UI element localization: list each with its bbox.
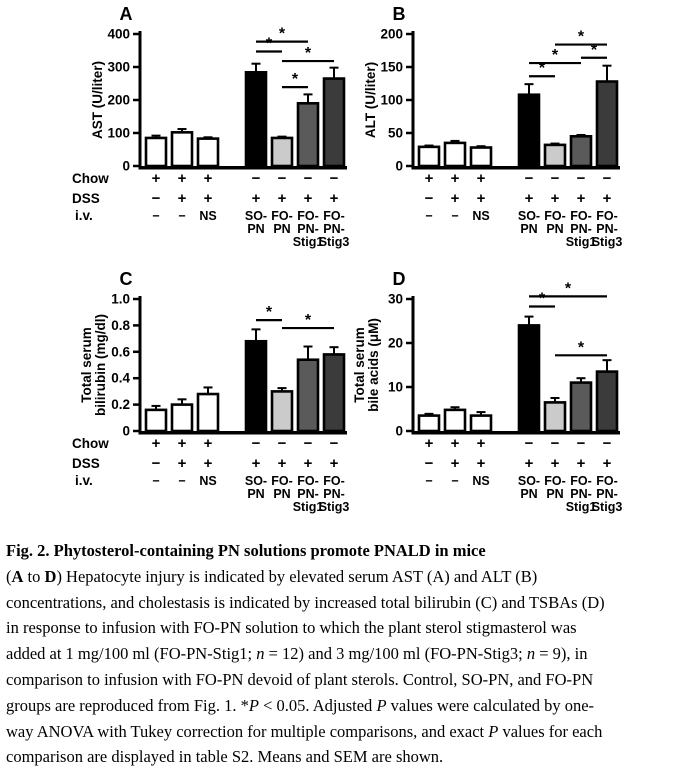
caption-title: Fig. 2. Phytosterol-containing PN solutions promote PNALD in mice [6, 541, 486, 560]
caption-line: comparison are displayed in table S2. Means and SEM are shown. [6, 747, 444, 767]
sig-star: * [551, 47, 559, 65]
bar [172, 132, 192, 166]
y-tick-label: 50 [387, 125, 403, 141]
y-tick-label: 0.8 [111, 317, 130, 333]
group-label: FO- [271, 474, 293, 488]
treatment-symbol: + [450, 435, 460, 452]
treatment-symbol: − [303, 170, 313, 187]
group-label: PN- [596, 222, 618, 236]
y-tick-label: 30 [387, 291, 403, 307]
y-tick-label: 0 [395, 423, 403, 439]
treatment-symbol: + [277, 455, 287, 472]
group-label: PN- [596, 487, 618, 501]
group-label: PN- [570, 487, 592, 501]
group-label: FO- [297, 209, 319, 223]
treatment-symbol: + [476, 455, 486, 472]
bar [419, 147, 439, 166]
bar [172, 405, 192, 431]
panel-d-chart [325, 267, 641, 515]
bar [545, 402, 565, 431]
treatment-symbol: − [277, 435, 287, 452]
y-tick-label: 0.6 [111, 344, 130, 360]
row-label: DSS [72, 456, 100, 471]
treatment-symbol: − [303, 435, 313, 452]
bar [272, 391, 292, 431]
treatment-symbol: + [576, 190, 586, 207]
caption-line: way ANOVA with Tukey correction for multiple comparisons, and exact P values for each [6, 721, 603, 741]
y-tick-label: 150 [380, 59, 403, 75]
row-label: i.v. [75, 473, 93, 488]
treatment-symbol: + [177, 190, 187, 207]
bar [298, 103, 318, 166]
treatment-symbol: + [177, 170, 187, 187]
treatment-symbol: + [203, 435, 213, 452]
group-label: PN [546, 222, 564, 236]
y-tick-label: 0 [122, 423, 130, 439]
bar [146, 410, 166, 431]
group-label: − [178, 209, 186, 223]
bar [198, 139, 218, 166]
sig-star: * [538, 60, 546, 78]
panel-a-chart [52, 2, 368, 250]
y-tick-label: 0 [395, 158, 403, 174]
sig-star: * [278, 25, 286, 43]
treatment-symbol: + [576, 455, 586, 472]
y-tick-label: 400 [107, 26, 130, 42]
group-label: − [152, 474, 160, 488]
treatment-symbol: − [550, 435, 560, 452]
treatment-symbol: + [602, 455, 612, 472]
caption-line: comparison to infusion with FO-PN devoid of plant sterols. Control, SO-PN, and FO-PN [6, 669, 594, 689]
group-label: NS [472, 209, 490, 223]
bar [545, 145, 565, 166]
treatment-symbol: + [424, 170, 434, 187]
y-tick-label: 0.4 [111, 370, 130, 386]
bar [471, 416, 491, 431]
bar [571, 383, 591, 431]
group-label: PN- [570, 222, 592, 236]
row-label: DSS [72, 191, 100, 206]
group-label: − [152, 209, 160, 223]
treatment-symbol: + [424, 435, 434, 452]
y-tick-label: 100 [380, 92, 403, 108]
bar [445, 143, 465, 166]
sig-star: * [577, 28, 585, 46]
bar [146, 138, 166, 166]
y-axis-title: bilirubin (mg/dl) [93, 314, 108, 416]
treatment-symbol: − [251, 435, 261, 452]
bar [246, 341, 266, 431]
caption-line: in response to infusion with FO-PN solution to which the plant sterol stigmasterol was [6, 618, 577, 638]
group-label: PN- [323, 222, 345, 236]
row-label: Chow [72, 436, 109, 451]
group-label: SO- [244, 209, 268, 223]
treatment-symbol: − [329, 170, 339, 187]
group-label: − [451, 209, 459, 223]
treatment-symbol: + [550, 190, 560, 207]
group-label: FO- [596, 209, 618, 223]
group-label: PN- [323, 487, 345, 501]
group-label: − [425, 209, 433, 223]
group-label: NS [199, 474, 217, 488]
panel-b-chart [325, 2, 641, 250]
y-axis-title: AST (U/liter) [90, 60, 105, 140]
treatment-symbol: − [576, 435, 586, 452]
treatment-symbol: + [151, 170, 161, 187]
group-label: − [178, 474, 186, 488]
treatment-symbol: + [450, 455, 460, 472]
treatment-symbol: + [251, 190, 261, 207]
treatment-symbol: − [151, 455, 161, 472]
group-label: FO- [570, 209, 592, 223]
y-axis-title: ALT (U/liter) [363, 61, 378, 139]
group-label: SO- [244, 474, 268, 488]
group-label: FO- [570, 474, 592, 488]
bar [471, 148, 491, 166]
treatment-symbol: + [177, 455, 187, 472]
y-tick-label: 1.0 [111, 291, 130, 307]
y-tick-label: 100 [107, 125, 130, 141]
bar [597, 82, 617, 166]
caption-line: concentrations, and cholestasis is indicated by increased total bilirubin (C) and TSBAs (D) [6, 592, 605, 612]
group-label: PN [520, 222, 538, 236]
treatment-symbol: + [476, 170, 486, 187]
bar [198, 394, 218, 431]
treatment-symbol: + [550, 455, 560, 472]
group-label: PN [546, 487, 564, 501]
panel-label: C [119, 269, 133, 289]
figure-caption [6, 538, 698, 770]
caption-line: added at 1 mg/100 ml (FO-PN-Stig1; n = 12) and 3 mg/100 ml (FO-PN-Stig3; n = 9), in [6, 644, 588, 664]
treatment-symbol: + [450, 170, 460, 187]
bar [298, 360, 318, 431]
treatment-symbol: + [177, 435, 187, 452]
treatment-symbol: + [329, 190, 339, 207]
panel-label: D [392, 269, 406, 289]
group-label: FO- [271, 209, 293, 223]
group-label: Stig1 [292, 500, 324, 514]
group-label: Stig3 [318, 500, 350, 514]
treatment-symbol: + [524, 455, 534, 472]
sig-star: * [564, 280, 572, 298]
caption-body [6, 564, 698, 770]
treatment-symbol: − [277, 170, 287, 187]
group-label: PN- [297, 487, 319, 501]
sig-star: * [304, 312, 312, 330]
y-tick-label: 20 [387, 335, 403, 351]
treatment-symbol: + [151, 435, 161, 452]
group-label: Stig3 [591, 235, 623, 249]
sig-star: * [538, 290, 546, 308]
treatment-symbol: − [151, 190, 161, 207]
sig-star: * [265, 35, 273, 53]
treatment-symbol: − [602, 435, 612, 452]
bar [519, 95, 539, 166]
treatment-symbol: − [524, 170, 534, 187]
y-tick-label: 0 [122, 158, 130, 174]
treatment-symbol: − [424, 190, 434, 207]
treatment-symbol: + [251, 455, 261, 472]
group-label: FO- [323, 474, 345, 488]
bar [272, 138, 292, 166]
group-label: NS [199, 209, 217, 223]
sig-star: * [291, 71, 299, 89]
y-tick-label: 300 [107, 59, 130, 75]
treatment-symbol: + [303, 455, 313, 472]
bar [571, 136, 591, 166]
y-axis-title: bile acids (μM) [366, 318, 381, 412]
group-label: PN [273, 487, 291, 501]
bar [419, 416, 439, 431]
treatment-symbol: − [550, 170, 560, 187]
group-label: NS [472, 474, 490, 488]
treatment-symbol: − [524, 435, 534, 452]
treatment-symbol: + [602, 190, 612, 207]
sig-star: * [590, 41, 598, 59]
bar [445, 410, 465, 431]
y-tick-label: 10 [387, 379, 403, 395]
group-label: FO- [544, 209, 566, 223]
group-label: PN- [297, 222, 319, 236]
sig-star: * [577, 339, 585, 357]
group-label: Stig3 [318, 235, 350, 249]
bar [597, 372, 617, 431]
group-label: PN [520, 487, 538, 501]
row-label: Chow [72, 171, 109, 186]
caption-line: groups are reproduced from Fig. 1. *P < 0.05. Adjusted P values were calculated by one- [6, 695, 595, 715]
bar [246, 72, 266, 166]
treatment-symbol: + [203, 455, 213, 472]
treatment-symbol: + [476, 435, 486, 452]
treatment-symbol: + [203, 170, 213, 187]
group-label: Stig1 [565, 500, 597, 514]
group-label: PN [247, 487, 265, 501]
treatment-symbol: + [303, 190, 313, 207]
group-label: Stig1 [565, 235, 597, 249]
caption-line: (A to D) Hepatocyte injury is indicated by elevated serum AST (A) and ALT (B) [6, 566, 538, 586]
sig-star: * [304, 45, 312, 63]
group-label: SO- [517, 209, 541, 223]
panel-label: A [119, 4, 133, 24]
y-tick-label: 200 [380, 26, 403, 42]
group-label: PN [247, 222, 265, 236]
group-label: FO- [297, 474, 319, 488]
sig-star: * [265, 304, 273, 322]
treatment-symbol: − [251, 170, 261, 187]
treatment-symbol: + [476, 190, 486, 207]
treatment-symbol: − [576, 170, 586, 187]
y-axis-title: Total serum [352, 327, 367, 403]
treatment-symbol: − [602, 170, 612, 187]
group-label: Stig1 [292, 235, 324, 249]
group-label: FO- [544, 474, 566, 488]
group-label: FO- [323, 209, 345, 223]
treatment-symbol: + [203, 190, 213, 207]
panel-c-chart [52, 267, 368, 515]
treatment-symbol: + [524, 190, 534, 207]
row-label: i.v. [75, 208, 93, 223]
group-label: FO- [596, 474, 618, 488]
group-label: − [425, 474, 433, 488]
treatment-symbol: + [329, 455, 339, 472]
group-label: Stig3 [591, 500, 623, 514]
group-label: − [451, 474, 459, 488]
group-label: PN [273, 222, 291, 236]
group-label: SO- [517, 474, 541, 488]
y-tick-label: 200 [107, 92, 130, 108]
treatment-symbol: + [450, 190, 460, 207]
bar [519, 325, 539, 431]
treatment-symbol: − [329, 435, 339, 452]
y-tick-label: 0.2 [111, 397, 130, 413]
y-axis-title: Total serum [79, 327, 94, 403]
treatment-symbol: + [277, 190, 287, 207]
panel-label: B [392, 4, 406, 24]
treatment-symbol: − [424, 455, 434, 472]
